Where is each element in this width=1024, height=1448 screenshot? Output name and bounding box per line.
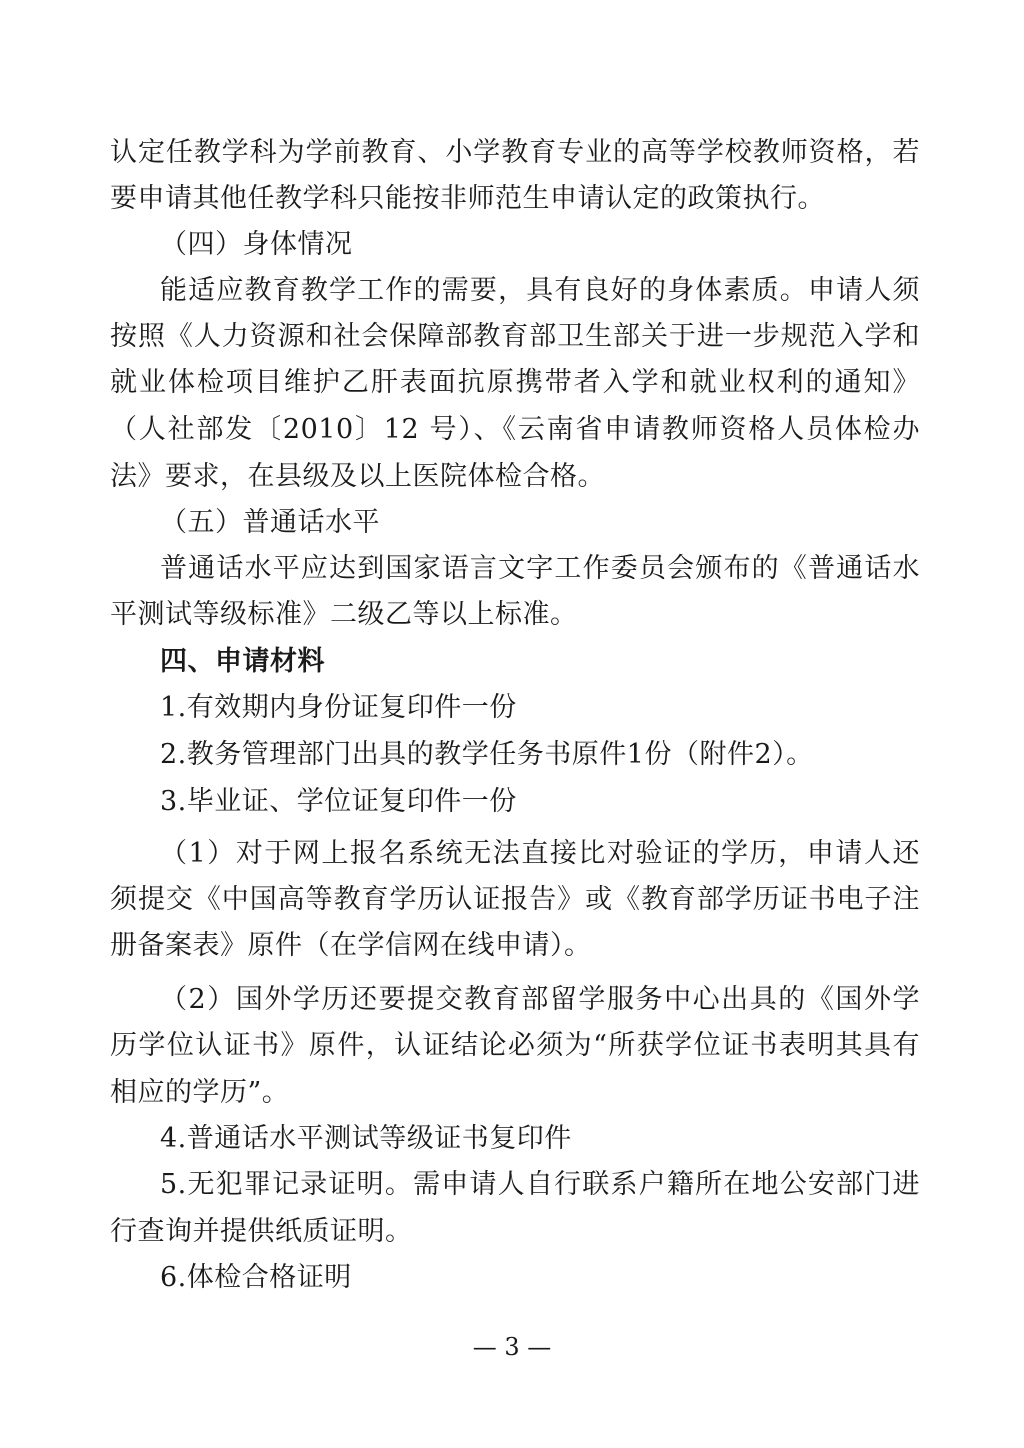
section-heading-physical: （四）身体情况 bbox=[160, 229, 353, 260]
paragraph-line: 册备案表》原件（在学信网在线申请）。 bbox=[110, 930, 592, 961]
paragraph-line: 按照《人力资源和社会保障部教育部卫生部关于进一步规范入学和 bbox=[110, 321, 920, 352]
list-item: 1.有效期内身份证复印件一份 bbox=[160, 692, 517, 723]
section-heading-materials: 四、申请材料 bbox=[160, 646, 325, 677]
list-item: 5.无犯罪记录证明。需申请人自行联系户籍所在地公安部门进 bbox=[160, 1169, 920, 1200]
paragraph-line: 法》要求，在县级及以上医院体检合格。 bbox=[110, 461, 605, 492]
paragraph-line: 能适应教育教学工作的需要，具有良好的身体素质。申请人须 bbox=[160, 275, 920, 306]
page-number: — 3 — bbox=[472, 1333, 552, 1361]
paragraph-line: （人社部发〔2010〕12 号）、《云南省申请教师资格人员体检办 bbox=[110, 414, 920, 445]
paragraph-line: 平测试等级标准》二级乙等以上标准。 bbox=[110, 599, 578, 630]
list-item: 4.普通话水平测试等级证书复印件 bbox=[160, 1123, 572, 1154]
paragraph-line: （2）国外学历还要提交教育部留学服务中心出具的《国外学 bbox=[160, 984, 920, 1015]
paragraph-line: 须提交《中国高等教育学历认证报告》或《教育部学历证书电子注 bbox=[110, 884, 920, 915]
paragraph-line: 认定任教学科为学前教育、小学教育专业的高等学校教师资格，若 bbox=[110, 137, 920, 168]
paragraph-line: 历学位认证书》原件，认证结论必须为“所获学位证书表明其具有 bbox=[110, 1030, 920, 1061]
paragraph-line: 相应的学历”。 bbox=[110, 1077, 290, 1108]
paragraph-line: 要申请其他任教学科只能按非师范生申请认定的政策执行。 bbox=[110, 183, 825, 214]
paragraph-line: 就业体检项目维护乙肝表面抗原携带者入学和就业权利的通知》 bbox=[110, 367, 920, 398]
paragraph-line: （1）对于网上报名系统无法直接比对验证的学历，申请人还 bbox=[160, 838, 920, 869]
list-item: 2.教务管理部门出具的教学任务书原件1份（附件2）。 bbox=[160, 739, 814, 770]
paragraph-line: 普通话水平应达到国家语言文字工作委员会颁布的《普通话水 bbox=[160, 553, 920, 584]
section-heading-mandarin: （五）普通话水平 bbox=[160, 507, 380, 538]
list-item: 6.体检合格证明 bbox=[160, 1262, 352, 1293]
paragraph-line: 行查询并提供纸质证明。 bbox=[110, 1216, 413, 1247]
list-item: 3.毕业证、学位证复印件一份 bbox=[160, 786, 517, 817]
